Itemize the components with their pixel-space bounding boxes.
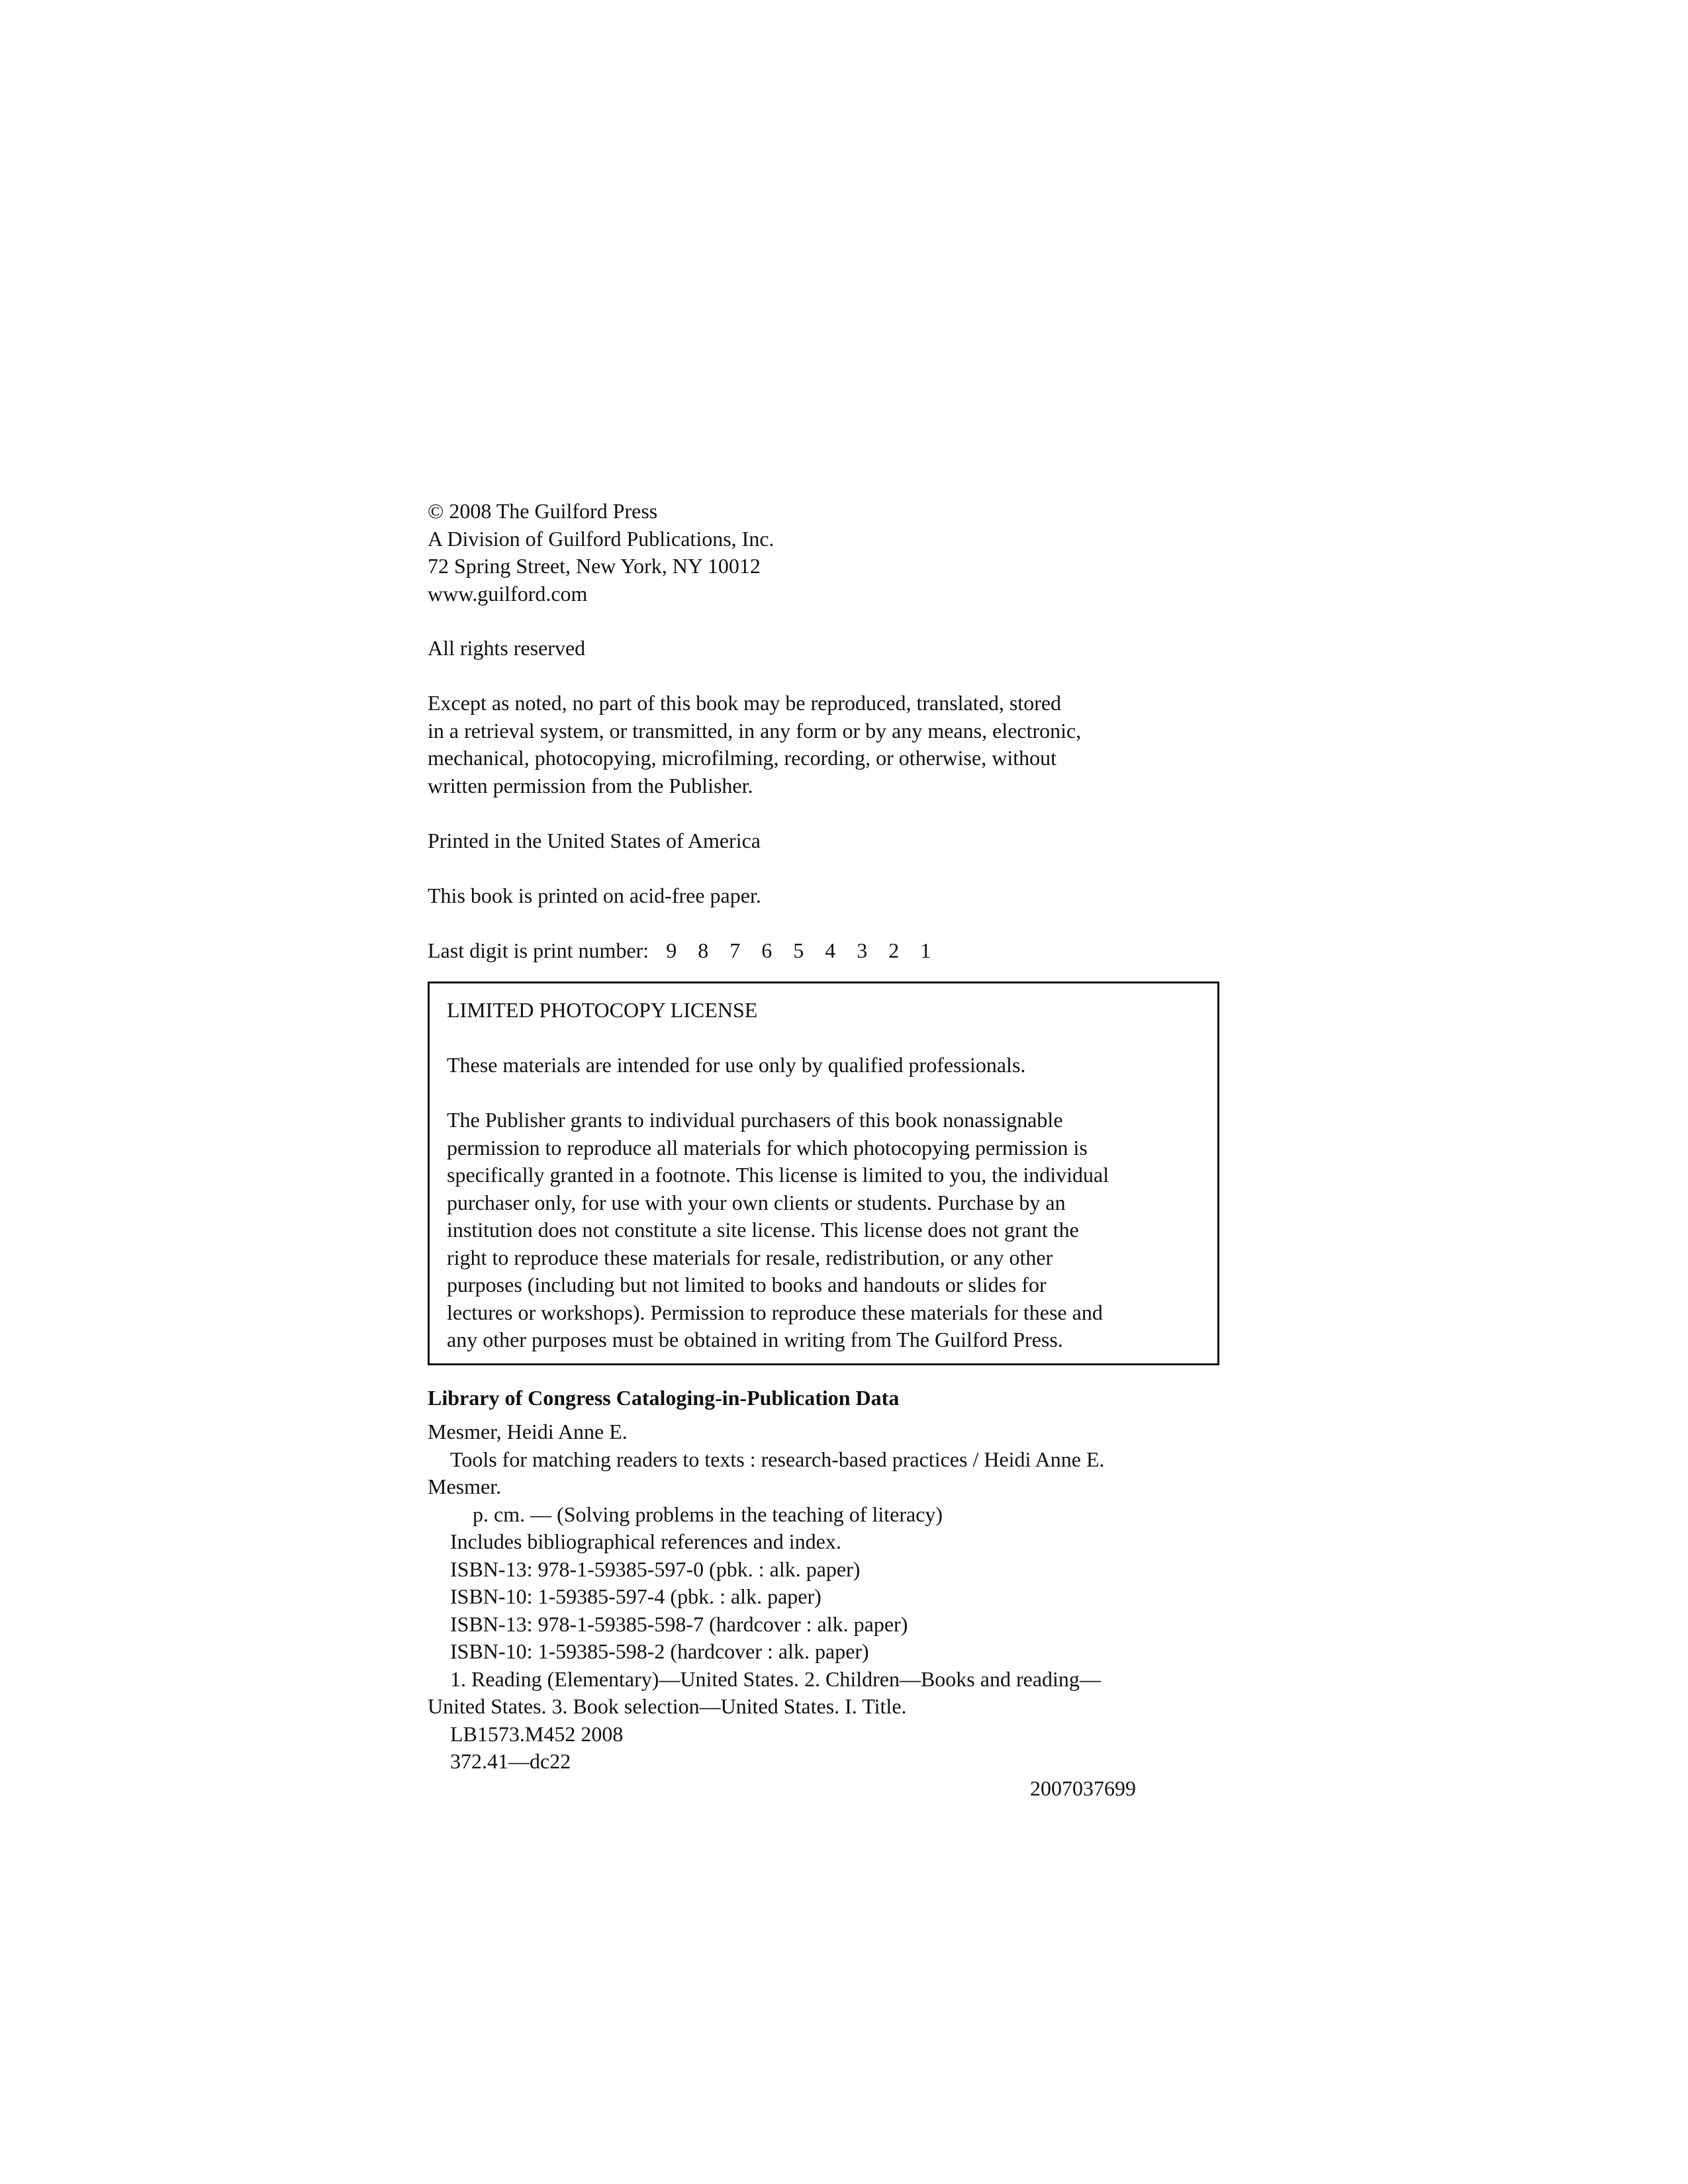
- notice-line: mechanical, photocopying, microfilming, recording, or otherwise, without: [428, 746, 1056, 770]
- print-digit: 9: [666, 938, 677, 962]
- cip-heading: Library of Congress Cataloging-in-Publication Data: [428, 1386, 900, 1410]
- license-body-line: any other purposes must be obtained in writing from The Guilford Press.: [447, 1328, 1063, 1351]
- print-digit: 6: [761, 938, 773, 962]
- license-body-line: right to reproduce these materials for resale, redistribution, or any other: [447, 1245, 1053, 1269]
- address-line: 72 Spring Street, New York, NY 10012: [428, 554, 761, 578]
- print-digit: 3: [857, 938, 868, 962]
- print-digit: 7: [729, 938, 741, 962]
- spacer: [447, 1079, 1208, 1107]
- reproduction-notice: [428, 690, 1222, 799]
- cip-dewey: 372.41—dc22: [450, 1749, 571, 1773]
- spacer: [447, 1024, 1208, 1052]
- license-body-line: specifically granted in a footnote. This license is limited to you, the individual: [447, 1163, 1109, 1187]
- print-number-line: [428, 937, 1222, 965]
- license-body-line: purchaser only, for use with your own clients or students. Purchase by an: [447, 1190, 1066, 1214]
- license-body-line: The Publisher grants to individual purchasers of this book nonassignable: [447, 1108, 1063, 1132]
- cip-series: p. cm. — (Solving problems in the teaching of literacy): [473, 1502, 943, 1526]
- publisher-info: [428, 498, 1222, 608]
- paper-note: This book is printed on acid-free paper.: [428, 884, 761, 907]
- printed-in-statement: Printed in the United States of America: [428, 829, 761, 852]
- cip-isbn: ISBN-10: 1-59385-597-4 (pbk. : alk. paper): [450, 1584, 821, 1608]
- license-body-line: purposes (including but not limited to books and handouts or slides for: [447, 1273, 1047, 1297]
- print-digit: 8: [698, 938, 709, 962]
- cip-lccn: 2007037699: [1030, 1776, 1136, 1800]
- notice-line: Except as noted, no part of this book may be reproduced, translated, stored: [428, 691, 1062, 715]
- cip-subjects: 1. Reading (Elementary)—United States. 2. Children—Books and reading—: [450, 1666, 1101, 1691]
- cip-isbn: ISBN-13: 978-1-59385-598-7 (hardcover : alk. paper): [450, 1612, 908, 1636]
- print-digit: 5: [793, 938, 804, 962]
- print-number-digits: [666, 938, 952, 962]
- license-body-line: permission to reproduce all materials for which photocopying permission is: [447, 1135, 1088, 1160]
- license-title: LIMITED PHOTOCOPY LICENSE: [447, 998, 758, 1022]
- photocopy-license-box: [428, 981, 1219, 1365]
- cip-subjects-continued: United States. 3. Book selection—United States. I. Title.: [428, 1694, 907, 1718]
- print-number-label: Last digit is print number:: [428, 938, 649, 962]
- print-digit: 2: [888, 938, 900, 962]
- cip-isbn: ISBN-10: 1-59385-598-2 (hardcover : alk. paper): [450, 1639, 869, 1663]
- copyright-line: © 2008 The Guilford Press: [428, 499, 658, 523]
- license-content: [447, 997, 1208, 1354]
- cip-title-continued: Mesmer.: [428, 1475, 502, 1498]
- notice-line: in a retrieval system, or transmitted, in any form or by any means, electronic,: [428, 718, 1082, 743]
- license-body-line: lectures or workshops). Permission to reproduce these materials for these and: [447, 1300, 1103, 1324]
- license-intended: These materials are intended for use only by qualified professionals.: [447, 1053, 1026, 1077]
- website-line: www.guilford.com: [428, 581, 588, 606]
- division-line: A Division of Guilford Publications, Inc.: [428, 526, 774, 551]
- cip-data: [428, 1418, 1222, 1776]
- cip-isbn: ISBN-13: 978-1-59385-597-0 (pbk. : alk. paper): [450, 1557, 861, 1581]
- notice-line: written permission from the Publisher.: [428, 773, 753, 797]
- license-body-line: institution does not constitute a site license. This license does not grant the: [447, 1218, 1079, 1242]
- rights-statement: All rights reserved: [428, 636, 586, 660]
- cip-author: Mesmer, Heidi Anne E.: [428, 1420, 628, 1443]
- cip-includes: Includes bibliographical references and index.: [450, 1529, 841, 1553]
- print-digit: 4: [825, 938, 836, 962]
- print-digit: 1: [920, 938, 931, 962]
- cip-lc-class: LB1573.M452 2008: [450, 1721, 624, 1746]
- cip-title: Tools for matching readers to texts : research-based practices / Heidi Anne E.: [450, 1447, 1105, 1471]
